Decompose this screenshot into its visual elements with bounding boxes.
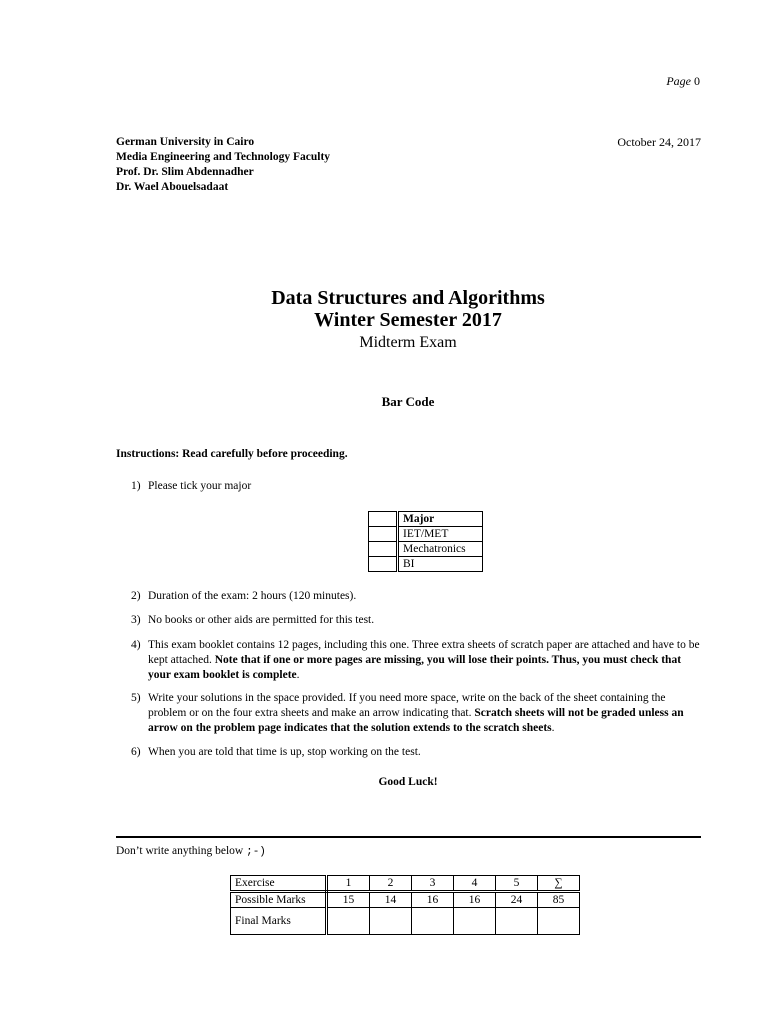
- instruction-text: Please tick your major: [148, 480, 252, 492]
- possible-mark: 16: [412, 892, 454, 908]
- good-luck-text: Good Luck!: [378, 776, 438, 788]
- page-number-value: 0: [694, 74, 700, 88]
- instruction-text: No books or other aids are permitted for this test.: [148, 614, 375, 626]
- major-option: Mechatronics: [398, 542, 483, 557]
- instruction-number: 4): [131, 639, 141, 651]
- instruction-plain-text: This exam booklet contains 12 pages, including this one. Three extra sheets of scratch paper are attached and have to be kept attached.: [148, 639, 700, 666]
- major-checkbox[interactable]: [369, 557, 398, 572]
- final-mark-cell[interactable]: [370, 908, 412, 935]
- instructor-name: Dr. Wael Abouelsadaat: [116, 181, 229, 193]
- exercise-number: 3: [412, 876, 454, 892]
- instruction-item: [131, 479, 706, 494]
- exercise-row: [231, 876, 580, 892]
- major-option: IET/MET: [398, 527, 483, 542]
- exercise-number: 2: [370, 876, 412, 892]
- instruction-text: When you are told that time is up, stop working on the test.: [148, 746, 421, 758]
- instruction-item: [131, 691, 706, 736]
- semester-title: Winter Semester 2017: [314, 309, 502, 331]
- instruction-number: 2): [131, 590, 141, 602]
- instruction-number: 6): [131, 746, 141, 758]
- possible-mark: 15: [327, 892, 370, 908]
- major-table-header: Major: [398, 512, 483, 527]
- row-label: Exercise: [231, 876, 327, 892]
- possible-mark: 14: [370, 892, 412, 908]
- instruction-bold-text: Scratch sheets will not be graded unless an arrow on the problem page indicates that the solution extends to the scratch sheets: [148, 707, 684, 734]
- exam-date: October 24, 2017: [617, 135, 701, 149]
- major-table: [368, 511, 483, 572]
- instruction-number: 3): [131, 614, 141, 626]
- possible-mark: 24: [496, 892, 538, 908]
- row-label: Possible Marks: [231, 892, 327, 908]
- possible-marks-row: [231, 892, 580, 908]
- final-mark-total-cell[interactable]: [538, 908, 580, 935]
- professor-name: Prof. Dr. Slim Abdennadher: [116, 166, 254, 178]
- row-label: Final Marks: [231, 908, 327, 935]
- final-mark-cell[interactable]: [327, 908, 370, 935]
- do-not-write-note: [116, 845, 266, 858]
- instruction-plain-text: Write your solutions in the space provided. If you need more space, write on the back of the sheet containing the problem or on the four extra sheets and make an arrow indicating that.: [148, 692, 666, 719]
- instruction-trailing-text: .: [296, 669, 300, 681]
- page-number: [666, 74, 700, 89]
- major-option: BI: [398, 557, 483, 572]
- instruction-item: [131, 638, 706, 683]
- exercise-number: 4: [454, 876, 496, 892]
- possible-mark: 16: [454, 892, 496, 908]
- institution-header: [116, 135, 330, 195]
- instruction-item: [131, 745, 706, 760]
- instruction-item: [131, 589, 706, 604]
- marks-table: [230, 875, 580, 935]
- instruction-item: [131, 613, 706, 628]
- barcode-label: Bar Code: [381, 394, 435, 409]
- instruction-text: [148, 691, 706, 736]
- faculty-name: Media Engineering and Technology Faculty: [116, 151, 331, 163]
- course-title: Data Structures and Algorithms: [271, 287, 545, 309]
- possible-mark-total: 85: [538, 892, 580, 908]
- horizontal-rule: [116, 836, 701, 838]
- instruction-text: Duration of the exam: 2 hours (120 minutes).: [148, 590, 357, 602]
- final-mark-cell[interactable]: [496, 908, 538, 935]
- do-not-write-text: Don’t write anything below: [116, 845, 247, 857]
- university-name: German University in Cairo: [116, 136, 255, 148]
- instruction-number: 5): [131, 692, 141, 704]
- exam-subtitle: Midterm Exam: [359, 334, 457, 351]
- final-marks-row: [231, 908, 580, 935]
- final-mark-cell[interactable]: [412, 908, 454, 935]
- instruction-trailing-text: .: [551, 722, 555, 734]
- exercise-number: 1: [327, 876, 370, 892]
- major-checkbox[interactable]: [369, 542, 398, 557]
- instruction-text: [148, 638, 706, 683]
- smiley-text: ;-): [246, 846, 266, 858]
- sum-symbol: ∑: [538, 876, 580, 892]
- major-checkbox-header: [369, 512, 398, 527]
- final-mark-cell[interactable]: [454, 908, 496, 935]
- major-checkbox[interactable]: [369, 527, 398, 542]
- page-number-label: Page: [666, 74, 691, 88]
- instruction-number: 1): [131, 480, 141, 492]
- instructions-heading: Instructions: Read carefully before proceeding.: [116, 448, 348, 460]
- title-block: [0, 287, 768, 353]
- exercise-number: 5: [496, 876, 538, 892]
- instruction-bold-text: Note that if one or more pages are missing, you will lose their points. Thus, you must check that your exam booklet is complete: [148, 654, 682, 681]
